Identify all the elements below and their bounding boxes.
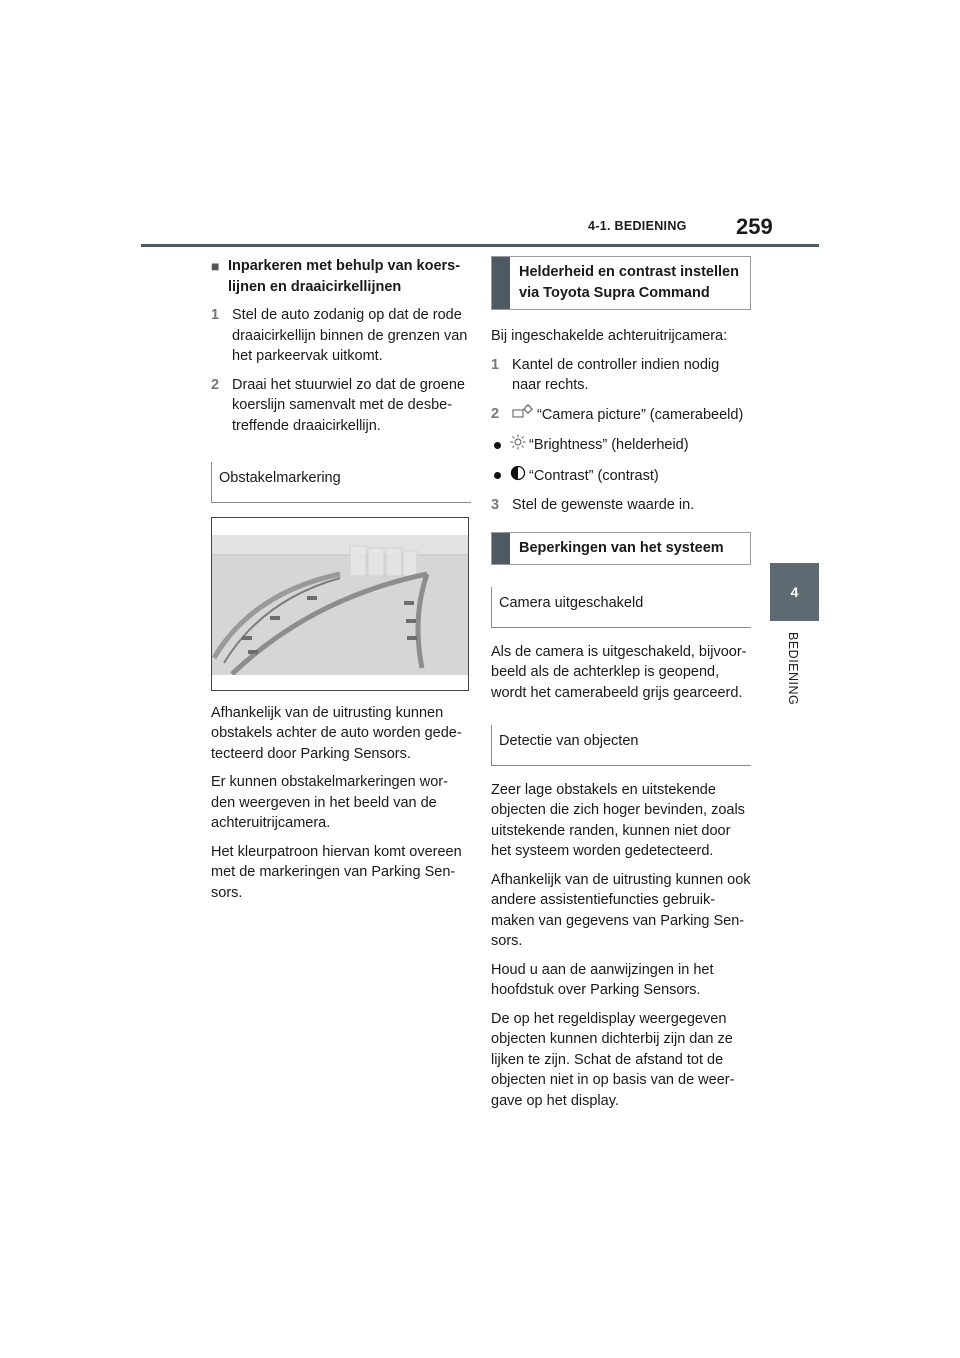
- section-accent-bar: [492, 533, 510, 565]
- obstacle-marking-label: [211, 462, 471, 503]
- step: [211, 375, 471, 437]
- paragraph: De op het regeldisplay weergegeven objecten kunnen dichterbij zijn dan ze lijken te zijn. Schat de afstand tot de objecten niet in op basis van de weer-gave op het display.: [491, 1010, 735, 1109]
- square-bullet-icon: ■: [211, 258, 220, 274]
- step-text: Stel de auto zodanig op dat de rode draaicirkellijn binnen de grenzen van het parkeervak uitkomt.: [232, 307, 468, 364]
- subheading-text: Inparkeren met behulp van koers-lijnen en draaicirkellijnen: [228, 258, 461, 295]
- step-number: 2: [491, 405, 500, 422]
- intro-text: Bij ingeschakelde achteruitrijcamera:: [491, 328, 728, 344]
- page-number: 259: [736, 214, 773, 239]
- section-heading-text: Helderheid en contrast instellen via Toyota Supra Command: [519, 264, 739, 301]
- paragraph: Afhankelijk van de uitrusting kunnen obstakels achter de auto worden gede-tecteerd door Parking Sensors.: [211, 704, 462, 762]
- list-item: [491, 465, 751, 488]
- step-text: Kantel de controller indien nodig naar rechts.: [512, 356, 720, 393]
- section-heading-text: Beperkingen van het systeem: [519, 539, 724, 556]
- paragraph: Er kunnen obstakelmarkeringen wor-den weergeven in het beeld van de achteruitrijcamera.: [211, 774, 448, 831]
- list-item-text: “Contrast” (contrast): [529, 467, 659, 484]
- section-heading: [491, 256, 751, 310]
- section-title: 4-1. BEDIENING: [588, 219, 687, 233]
- section-accent-bar: [492, 257, 510, 309]
- object-detection-label: [491, 725, 751, 766]
- step: [211, 305, 471, 367]
- camera-view-graphic: [212, 518, 468, 690]
- label-text: Camera uitgeschakeld: [499, 595, 644, 611]
- label-text: Obstakelmarkering: [219, 470, 341, 486]
- bullet-dot: [494, 442, 501, 449]
- bullet-dot: [494, 472, 501, 479]
- left-column: [211, 256, 471, 911]
- paragraph: Afhankelijk van de uitrusting kunnen ook andere assistentiefuncties gebruik-maken van gegevens van Parking Sen-sors.: [491, 871, 751, 949]
- subheading: [211, 256, 471, 297]
- list-item: [491, 434, 751, 457]
- camera-off-label: [491, 587, 751, 628]
- camera-settings-icon: [512, 404, 534, 427]
- step-number: 2: [211, 376, 220, 393]
- right-column: [491, 256, 751, 1119]
- step: [491, 495, 751, 516]
- contrast-icon: [510, 465, 526, 488]
- step-text: Draai het stuurwiel zo dat de groene koerslijn samenvalt met de desbe-treffende draaicirkellijn.: [232, 376, 465, 434]
- paragraph: Houd u aan de aanwijzingen in het hoofdstuk over Parking Sensors.: [491, 961, 714, 998]
- paragraph: Het kleurpatroon hiervan komt overeen met de markeringen van Parking Sen-sors.: [211, 843, 462, 901]
- section-heading: [491, 532, 751, 566]
- step: [491, 404, 751, 427]
- chapter-tab: 4: [770, 563, 819, 621]
- step-text: Stel de gewenste waarde in.: [512, 497, 695, 513]
- step-text: “Camera picture” (camerabeeld): [537, 406, 744, 423]
- step-number: 3: [491, 497, 500, 513]
- label-text: Detectie van objecten: [499, 733, 639, 749]
- header-divider: [141, 244, 819, 247]
- step-number: 1: [211, 307, 220, 323]
- brightness-icon: [510, 434, 526, 457]
- chapter-side-label: BEDIENING: [786, 632, 800, 706]
- step: [491, 355, 751, 396]
- step-number: 1: [491, 356, 500, 373]
- list-item-text: “Brightness” (helderheid): [529, 437, 689, 453]
- paragraph: Als de camera is uitgeschakeld, bijvoor-beeld als de achterklep is geopend, wordt het camerabeeld grijs gearceerd.: [491, 643, 747, 701]
- rear-camera-illustration: [211, 517, 469, 691]
- paragraph: Zeer lage obstakels en uitstekende objecten die zich hoger bevinden, zoals uitstekende randen, kunnen niet door het systeem worden gedetecteerd.: [491, 781, 745, 859]
